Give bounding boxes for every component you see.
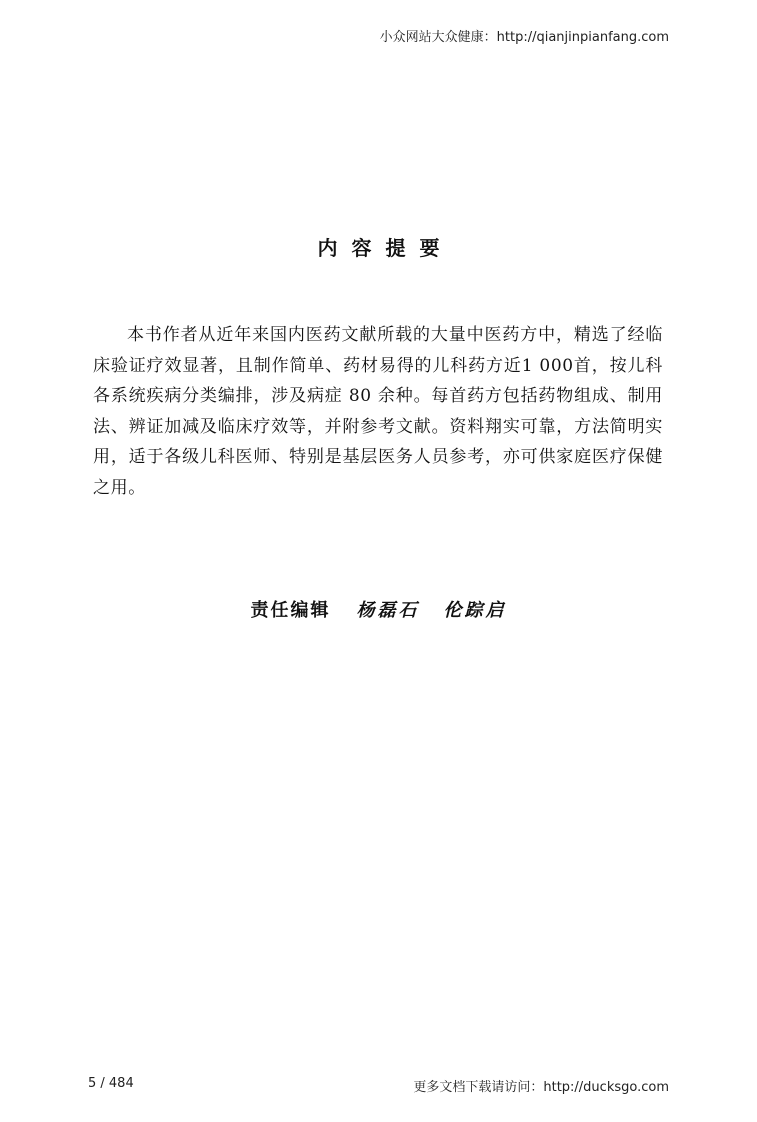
header-site-note: 小众网站大众健康：http://qianjinpianfang.com — [379, 30, 669, 45]
editor-name-2: 伦踪启 — [443, 600, 507, 621]
page-number: 5 / 484 — [88, 1076, 134, 1091]
footer-download-note: 更多文档下载请访问：http://ducksgo.com — [413, 1080, 669, 1095]
editors-label: 责任编辑 — [250, 600, 331, 621]
editor-name-1: 杨磊石 — [356, 600, 420, 621]
editor-credits — [0, 596, 757, 622]
summary-paragraph: 本书作者从近年来国内医药文献所载的大量中医药方中，精选了经临床验证疗效显著，且制作简单、药材易得的儿科药方近1 000首，按儿科各系统疾病分类编排，涉及病症 80 余种。每首药方包括药物组成、制用法、辨证加减及临床疗效等，并附参考文献。资料翔实可靠，方法简明实用，适于各级儿科医师、特别是基层医务人员参考，亦可供家庭医疗保健之用。 — [93, 325, 663, 498]
page-title: 内容提要 — [317, 236, 454, 260]
